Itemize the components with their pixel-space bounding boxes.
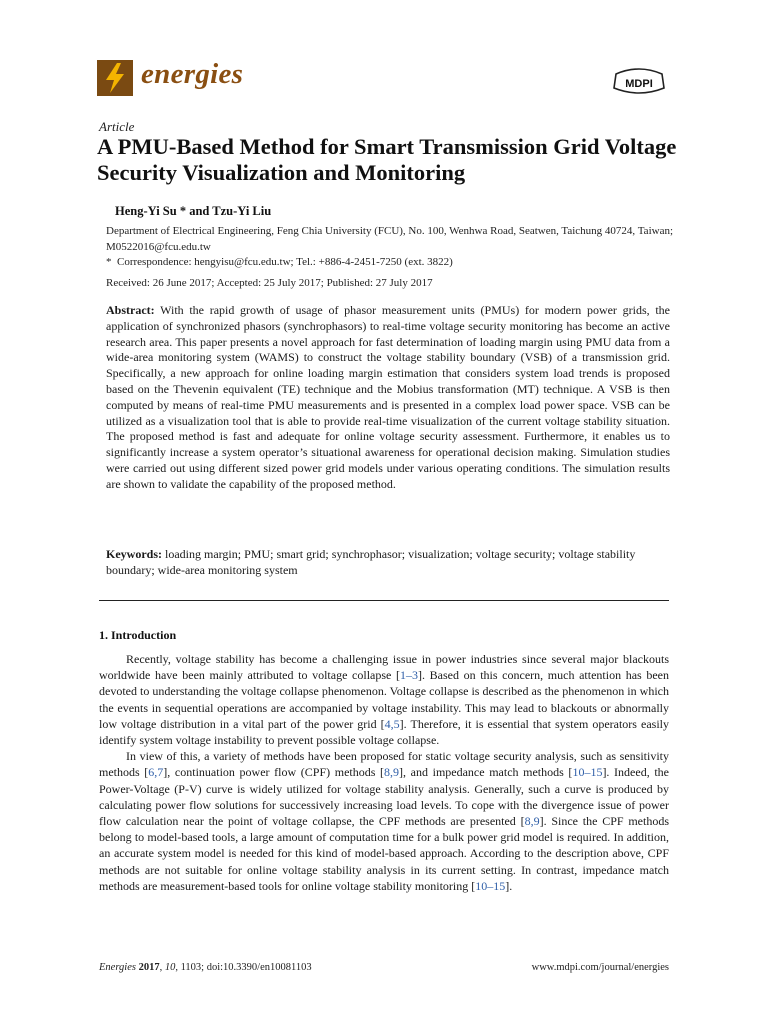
text-run: ]. Therefore, it is essential that system operators easily identify system voltage instability to prevent possible voltage collapse. bbox=[99, 716, 669, 748]
text-run: In view of this, a variety of methods have been proposed for static voltage security analysis, such as sensitivity methods [ bbox=[99, 749, 669, 780]
footer-doi: , 1103; doi:10.3390/en10081103 bbox=[175, 962, 312, 973]
correspondence-mark: * bbox=[106, 256, 112, 268]
citation-link[interactable]: 8,9 bbox=[524, 814, 540, 829]
text-run: ], and impedance match methods [ bbox=[399, 765, 573, 780]
citation-footer: Energies 2017, 10, 1103; doi:10.3390/en10081103 bbox=[99, 962, 312, 973]
paragraph bbox=[99, 651, 669, 748]
journal-name: energies bbox=[141, 58, 244, 90]
citation-link[interactable]: 1–3 bbox=[399, 668, 418, 683]
energies-logo-icon bbox=[97, 60, 133, 96]
text-run: ]. Based on this concern, much attention has been devoted to understanding the voltage collapse phenomenon. Voltage collapse is described as the phenomenon in which the events in sequential operations are accompanied by voltage instability. This may lead to blackouts or abnormally low voltage distribution in a vital part of the power grid [ bbox=[99, 668, 669, 731]
footer-year: 2017 bbox=[138, 962, 160, 973]
citation-link[interactable]: 4,5 bbox=[384, 716, 400, 731]
correspondence-line bbox=[106, 255, 676, 271]
correspondence: Correspondence: hengyisu@fcu.edu.tw; Tel.: +886-4-2451-7250 (ext. 3822) bbox=[117, 256, 453, 268]
journal-url-link[interactable]: www.mdpi.com/journal/energies bbox=[531, 962, 669, 973]
abstract-label: Abstract: bbox=[106, 303, 155, 317]
text-run: ]. bbox=[505, 878, 513, 893]
publication-dates: Received: 26 June 2017; Accepted: 25 July 2017; Published: 27 July 2017 bbox=[106, 277, 433, 289]
footer-volume: 10 bbox=[164, 962, 176, 973]
affiliation-block bbox=[106, 224, 676, 271]
text-run: ]. Indeed, the Power-Voltage (P-V) curve is widely utilized for voltage stability analysis. Generally, such a curve is produced by calculating power flow solutions for successively increasing load levels. To cope with the divergence issue of power flow calculation near the point of voltage collapse, the CPF methods are presented [ bbox=[99, 765, 669, 829]
section-heading: 1. Introduction bbox=[99, 628, 177, 642]
article-title: A PMU-Based Method for Smart Transmission Grid Voltage Security Visualization and Monitoring bbox=[97, 134, 677, 185]
keywords-label: Keywords: bbox=[106, 547, 162, 561]
section-divider bbox=[99, 600, 669, 601]
keywords bbox=[106, 547, 670, 579]
mdpi-logo-text: MDPI bbox=[625, 78, 653, 90]
keywords-text: loading margin; PMU; smart grid; synchrophasor; visualization; voltage security; voltage stability boundary; wide-area monitoring system bbox=[106, 547, 636, 577]
text-run: ], continuation power flow (CPF) methods [ bbox=[163, 765, 385, 780]
mdpi-logo-icon bbox=[610, 66, 668, 100]
citation-link[interactable]: 8,9 bbox=[384, 765, 400, 780]
authors: Heng-Yi Su * and Tzu-Yi Liu bbox=[115, 204, 272, 218]
citation-link[interactable]: 6,7 bbox=[148, 765, 164, 780]
article-type: Article bbox=[99, 119, 135, 134]
text-run: Recently, voltage stability has become a challenging issue in power industries since several major blackouts worldwide have been mainly attributed to voltage collapse [ bbox=[99, 652, 669, 683]
abstract-text: With the rapid growth of usage of phasor measurement units (PMUs) for modern power grids, the application of synchronized phasors (synchrophasors) to real-time voltage security monitoring has become an active research area. This paper presents a novel approach for fast determination of loading margin using PMU data from a wide-area monitoring system (WAMS) to construct the voltage stability boundary (VSB) of a transmission grid. Specifically, a new approach for online loading margin estimation that considers system load trends is proposed based on the Thevenin equivalent (TE) technique and the Mobius transformation (MT) technique. A VSB is then computed by means of real-time PMU measurements and is presented in a complex load power space. VSB can be utilized as a visualization tool that is able to provide real-time visualization of the current voltage stability situation. The proposed method is fast and adequate for online voltage security assessment. Furthermore, it enables us to significantly increase a system operator’s situational awareness for operational decision making. Simulation studies were carried out using different sized power grid models under various operating conditions. The simulation results are shown to validate the capability of the proposed method. bbox=[106, 303, 670, 491]
affiliation: Department of Electrical Engineering, Feng Chia University (FCU), No. 100, Wenhwa Road, Seatwen, Taichung 40724, Taiwan; M0522016@fcu.edu.tw bbox=[106, 225, 674, 253]
introduction-body bbox=[99, 651, 669, 894]
abstract bbox=[106, 303, 670, 493]
citation-link[interactable]: 10–15 bbox=[475, 878, 506, 893]
paragraph bbox=[99, 748, 669, 894]
text-run: ]. Since the CPF methods belong to model-based tools, a large amount of computation time for a bulk power grid model is required. In addition, an accurate system model is needed for this kind of model-based approach. According to the description above, CPF methods are not suitable for online voltage stability analysis in its current setting. In contrast, impedance match methods are measurement-based tools for online voltage stability monitoring [ bbox=[99, 814, 669, 893]
footer-journal: Energies bbox=[99, 962, 136, 973]
citation-link[interactable]: 10–15 bbox=[572, 765, 603, 780]
